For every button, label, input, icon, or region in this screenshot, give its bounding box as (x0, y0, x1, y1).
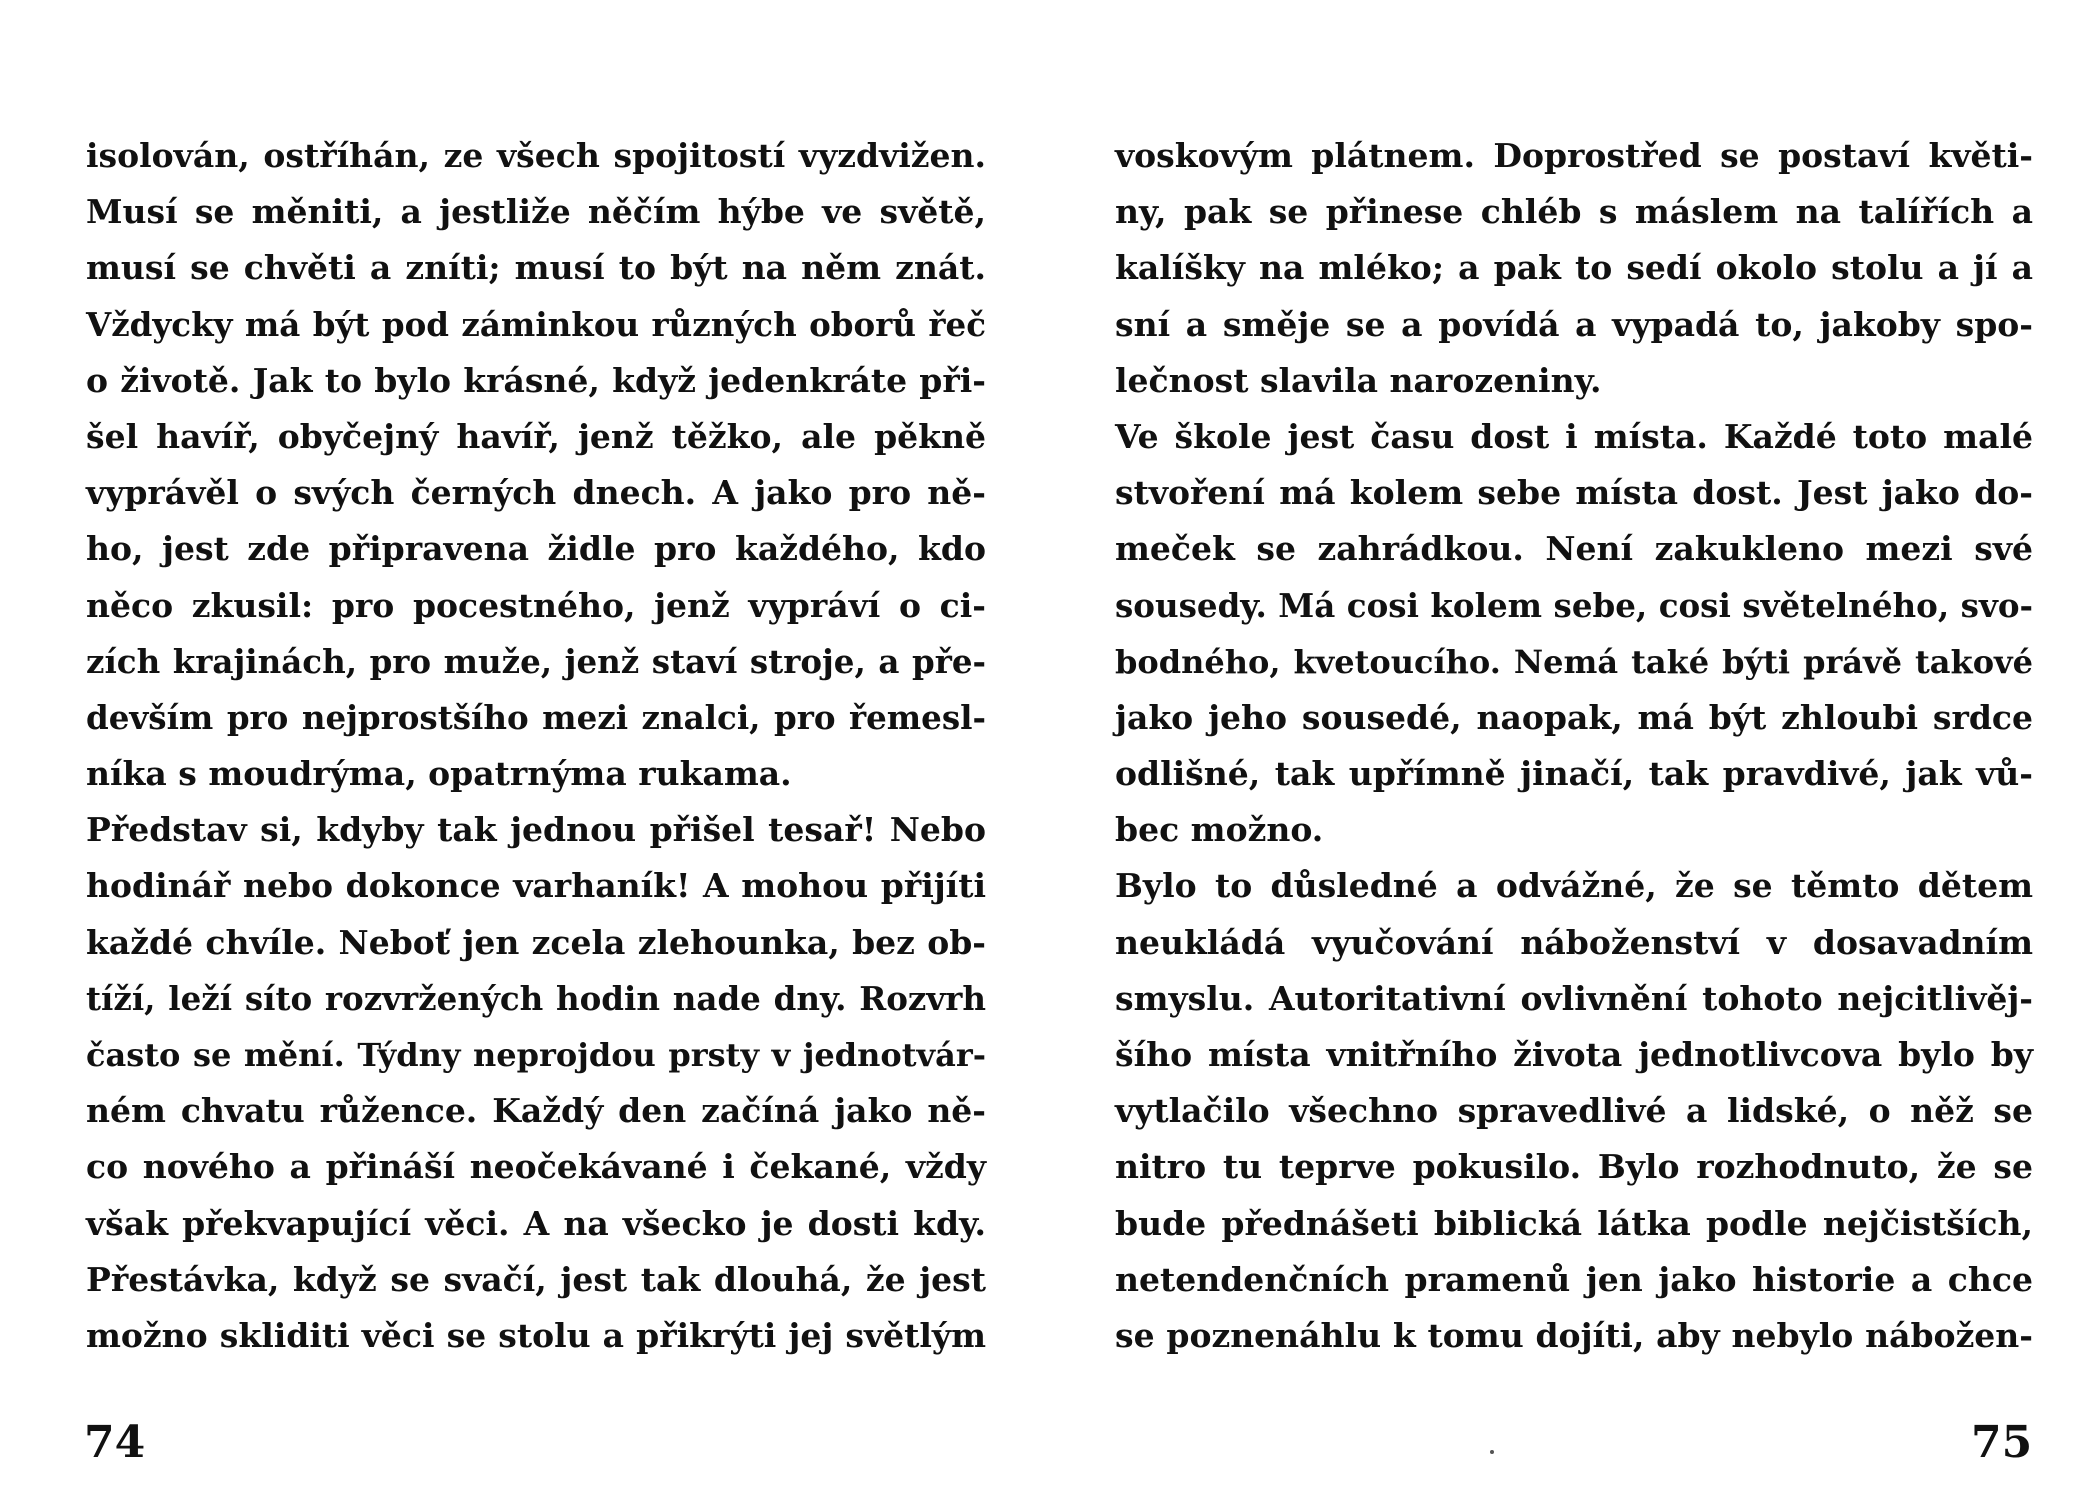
text-line: jako jeho sousedé, naopak, má být zhloubi srdce (1115, 697, 2033, 737)
text-line: něco zkusil: pro pocestného, jenž vypráví o ci- (86, 585, 986, 625)
text-line: sousedy. Má cosi kolem sebe, cosi světelného, svo- (1115, 585, 2033, 625)
text-line: Musí se měniti, a jestliže něčím hýbe ve světě, (86, 192, 986, 232)
text-line: odlišné, tak upřímně jinačí, tak pravdivé, jak vů- (1115, 754, 2033, 794)
text-line: o životě. Jak to bylo krásné, když jedenkráte při- (86, 360, 986, 400)
text-line: smyslu. Autoritativní ovlivnění tohoto nejcitlivěj- (1115, 978, 2033, 1018)
text-line: šího místa vnitřního života jednotlivcova bylo by (1115, 1035, 2033, 1074)
text-line: lečnost slavila narozeniny. (1115, 360, 1602, 400)
text-line: devším pro nejprostšího mezi znalci, pro řemesl- (86, 697, 986, 737)
text-line: zích krajinách, pro muže, jenž staví stroje, a pře- (86, 641, 986, 681)
text-line: Vždycky má být pod záminkou různých oborů řeč (86, 304, 986, 344)
text-line: isolován, ostříhán, ze všech spojitostí vyzdvižen. (86, 136, 986, 175)
text-line: nitro tu teprve pokusilo. Bylo rozhodnuto, že se (1115, 1147, 2033, 1187)
text-line: možno skliditi věci se stolu a přikrýti jej světlým (86, 1315, 986, 1355)
text-line: musí se chvěti a zníti; musí to být na něm znát. (86, 248, 986, 288)
text-line: meček se zahrádkou. Není zakukleno mezi své (1115, 529, 2033, 569)
text-line: Ve škole jest času dost i místa. Každé toto malé (1115, 416, 2033, 456)
left-page-text (86, 128, 986, 1364)
page-number-right: 75 (1971, 1417, 2033, 1468)
right-page-text (1115, 128, 2033, 1364)
text-line: co nového a přináší neočekávané i čekané, vždy (86, 1147, 986, 1187)
text-line: bodného, kvetoucího. Nemá také býti právě takové (1115, 642, 2033, 681)
text-line: se poznenáhlu k tomu dojíti, aby nebylo nábožen- (1115, 1315, 2033, 1355)
text-line: šel havíř, obyčejný havíř, jenž těžko, ale pěkně (86, 416, 986, 456)
text-line: stvoření má kolem sebe místa dost. Jest jako do- (1115, 473, 2033, 513)
text-line: ny, pak se přinese chléb s máslem na talířích a (1115, 192, 2033, 232)
text-line: ho, jest zde připravena židle pro každého, kdo (86, 529, 986, 569)
print-speck (1490, 1450, 1494, 1454)
text-line: voskovým plátnem. Doprostřed se postaví květi- (1115, 136, 2033, 175)
text-line: hodinář nebo dokonce varhaník! A mohou přijíti (86, 866, 986, 906)
text-line: Představ si, kdyby tak jednou přišel tesař! Nebo (86, 810, 986, 850)
text-line: neukládá vyučování náboženství v dosavadním (1115, 922, 2033, 962)
text-line: níka s moudrýma, opatrnýma rukama. (86, 754, 792, 794)
text-line: každé chvíle. Neboť jen zcela zlehounka, bez ob- (86, 922, 986, 962)
text-line: vyprávěl o svých černých dnech. A jako pro ně- (86, 473, 986, 513)
page-number-left: 74 (84, 1417, 146, 1468)
text-line: vytlačilo všechno spravedlivé a lidské, o něž se (1115, 1091, 2033, 1131)
text-line: ném chvatu růžence. Každý den začíná jako ně- (86, 1091, 986, 1131)
text-line: Bylo to důsledné a odvážné, že se těmto dětem (1115, 866, 2033, 906)
text-line: kalíšky na mléko; a pak to sedí okolo stolu a jí a (1115, 248, 2033, 288)
text-line: Přestávka, když se svačí, jest tak dlouhá, že jest (86, 1259, 986, 1299)
text-line: tíží, leží síto rozvržených hodin nade dny. Rozvrh (86, 978, 986, 1018)
text-line: však překvapující věci. A na všecko je dosti kdy. (86, 1203, 986, 1243)
text-line: bude přednášeti biblická látka podle nejčistších, (1115, 1203, 2033, 1243)
text-line: netendenčních pramenů jen jako historie a chce (1115, 1259, 2033, 1299)
text-line: sní a směje se a povídá a vypadá to, jakoby spo- (1115, 304, 2033, 344)
text-line: bec možno. (1115, 810, 1324, 850)
text-line: často se mění. Týdny neprojdou prsty v jednotvár- (86, 1036, 986, 1074)
